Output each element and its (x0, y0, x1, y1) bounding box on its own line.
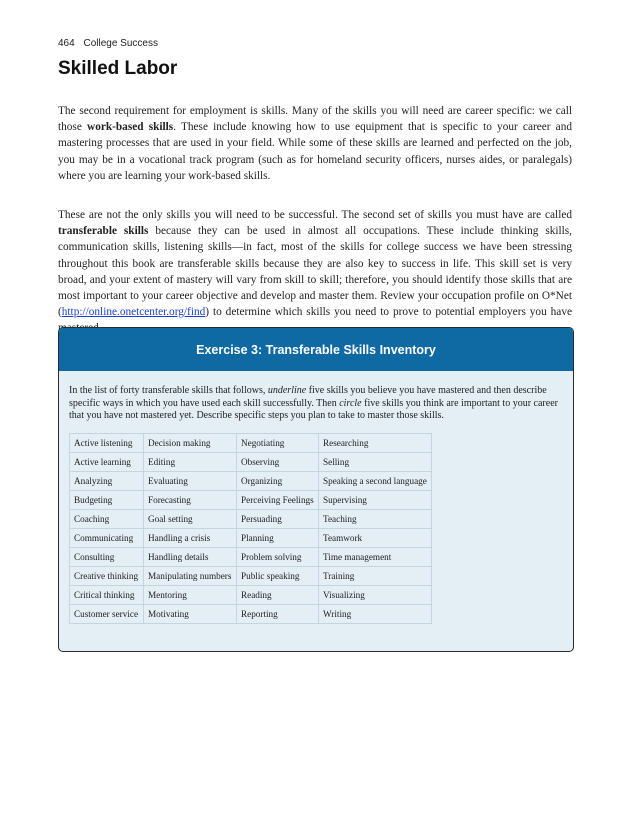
paragraph-work-based-skills (58, 103, 572, 184)
skill-cell: Researching (319, 433, 432, 452)
skill-cell: Reading (237, 585, 319, 604)
exercise-box (58, 327, 574, 652)
skill-cell: Visualizing (319, 585, 432, 604)
skill-cell: Editing (144, 452, 237, 471)
paragraph-text: . These include knowing how to use equipment that is specific to your career and mastering processes that are used in your field. While some of these skills are learned and perfected on the job, you may be in a vocational track program (such as for homeland security officers, nurses aides, or paralegals) where you are learning your work-based skills. (58, 121, 572, 182)
skill-cell: Public speaking (237, 566, 319, 585)
running-head (58, 38, 158, 49)
skill-cell: Motivating (144, 604, 237, 623)
skill-cell: Customer service (70, 604, 144, 623)
skill-cell: Active learning (70, 452, 144, 471)
skill-cell: Time management (319, 547, 432, 566)
skill-cell: Handling a crisis (144, 528, 237, 547)
paragraph-text: because they can be used in almost all occupations. These include thinking skills, communication skills, listening skills—in fact, most of the skills for college success we have been stressing throughout this book are transferable skills because they are also key to success in life. This skill set is very broad, and your extent of mastery will vary from skill to skill; therefore, you should identify those skills that are most important to your career objective and develop and master them. Review your occupation profile on O*Net ( (58, 225, 573, 319)
table-row (70, 528, 432, 547)
table-row (70, 547, 432, 566)
paragraph-text: ) to determine which skills you need to prove to potential employers you have (205, 306, 572, 319)
paragraph-text: The second requirement for employment is skills. Many of the skills you will need are career specific: we call those (58, 105, 572, 134)
book-title: College Success (83, 38, 158, 49)
skill-cell: Analyzing (70, 471, 144, 490)
skills-table (69, 433, 432, 624)
skill-cell: Evaluating (144, 471, 237, 490)
term-transferable-skills: transferable skills (58, 225, 149, 238)
skill-cell: Teamwork (319, 528, 432, 547)
instructions-text: five skills you believe you have mastered and then describe specific ways in which you have used each skill successfully. Then (69, 385, 547, 409)
table-row (70, 566, 432, 585)
page-number: 464 (58, 38, 75, 49)
section-title: Skilled Labor (58, 58, 178, 79)
table-row (70, 433, 432, 452)
skill-cell: Goal setting (144, 509, 237, 528)
skill-cell: Manipulating numbers (144, 566, 237, 585)
instructions-text: In the list of forty transferable skills that follows, (69, 385, 268, 396)
skill-cell: Active listening (70, 433, 144, 452)
table-row (70, 452, 432, 471)
skill-cell: Decision making (144, 433, 237, 452)
exercise-body (59, 371, 573, 624)
table-row (70, 490, 432, 509)
skill-cell: Critical thinking (70, 585, 144, 604)
table-row (70, 509, 432, 528)
table-row (70, 604, 432, 623)
exercise-title: Exercise 3: Transferable Skills Inventory (59, 328, 573, 371)
skill-cell: Perceiving Feelings (237, 490, 319, 509)
skill-cell: Handling details (144, 547, 237, 566)
skill-cell: Mentoring (144, 585, 237, 604)
exercise-instructions (69, 385, 563, 423)
table-row (70, 585, 432, 604)
skill-cell: Teaching (319, 509, 432, 528)
skill-cell: Supervising (319, 490, 432, 509)
skill-cell: Consulting (70, 547, 144, 566)
skill-cell: Negotiating (237, 433, 319, 452)
instructions-emphasis-circle: circle (339, 397, 362, 409)
table-row (70, 471, 432, 490)
skill-cell: Writing (319, 604, 432, 623)
skill-cell: Coaching (70, 509, 144, 528)
term-work-based-skills: work-based skills (87, 121, 174, 134)
skill-cell: Persuading (237, 509, 319, 528)
onet-link[interactable]: http://online.onetcenter.org/find (61, 306, 206, 319)
skill-cell: Creative thinking (70, 566, 144, 585)
skill-cell: Reporting (237, 604, 319, 623)
skill-cell: Organizing (237, 471, 319, 490)
skill-cell: Selling (319, 452, 432, 471)
skill-cell: Training (319, 566, 432, 585)
paragraph-text: These are not the only skills you will need to be successful. The second set of skills you must have are called (58, 209, 572, 221)
skill-cell: Communicating (70, 528, 144, 547)
instructions-emphasis-underline: underline (267, 385, 307, 396)
skill-cell: Problem solving (237, 547, 319, 566)
skill-cell: Observing (237, 452, 319, 471)
skill-cell: Budgeting (70, 490, 144, 509)
paragraph-transferable-skills (58, 207, 572, 337)
instructions-text: five skills you think are important to your career that you have not mastered yet. Describe specific steps you plan to take to master those skills. (69, 397, 558, 422)
skill-cell: Forecasting (144, 490, 237, 509)
skill-cell: Speaking a second language (319, 471, 432, 490)
skill-cell: Planning (237, 528, 319, 547)
